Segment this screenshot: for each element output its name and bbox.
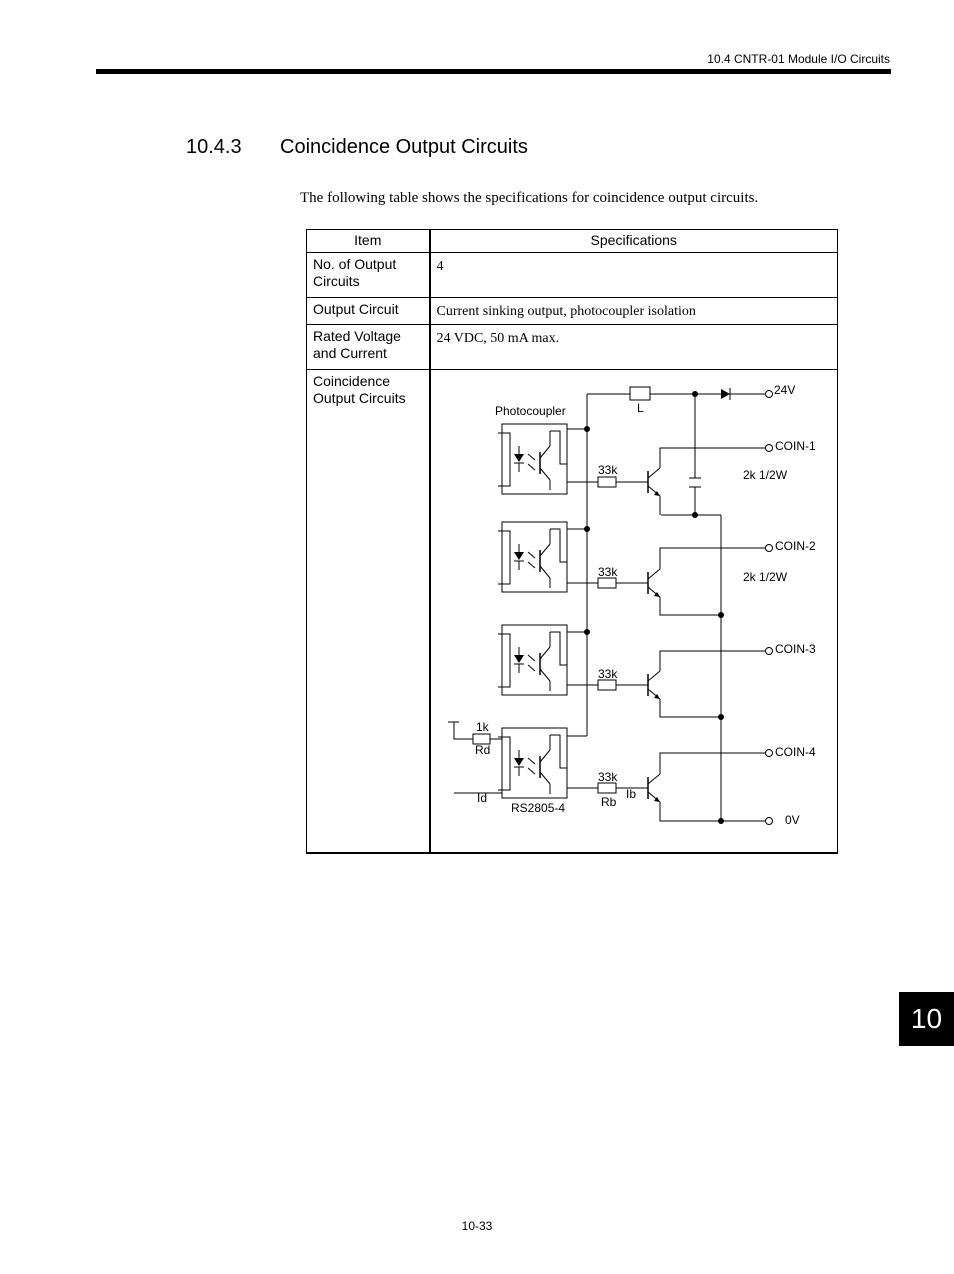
header-item: Item xyxy=(307,230,430,253)
r33k-label-2: 33k xyxy=(597,565,617,579)
table-header-row xyxy=(307,230,838,253)
table-row xyxy=(307,253,838,298)
table-row xyxy=(307,325,838,370)
r33k-label-4: 33k xyxy=(597,770,617,784)
circuit-cell xyxy=(430,370,838,854)
table-row xyxy=(307,298,838,325)
r2k-label-2: 2k 1/2W xyxy=(742,570,787,584)
section-title: Coincidence Output Circuits xyxy=(280,136,528,158)
rb-label: Rb xyxy=(600,795,616,809)
r1k-label: 1k xyxy=(475,720,489,734)
chapter-tab: 10 xyxy=(899,992,954,1046)
coincidence-circuit-diagram xyxy=(431,370,824,846)
running-header: 10.4 CNTR-01 Module I/O Circuits xyxy=(707,52,890,66)
page-number: 10-33 xyxy=(461,1219,493,1233)
photocoupler-label: Photocoupler xyxy=(494,404,566,418)
coin4-label: COIN-4 xyxy=(774,745,816,759)
r33k-label-3: 33k xyxy=(597,667,617,681)
spec-table xyxy=(306,229,838,854)
r2k-label-1: 2k 1/2W xyxy=(742,468,787,482)
table-row xyxy=(307,370,838,854)
row-spec: 24 VDC, 50 mA max. xyxy=(430,325,838,370)
header-rule xyxy=(96,69,891,74)
id-label: Id xyxy=(476,791,487,805)
row-item: No. of Output Circuits xyxy=(307,253,430,298)
zero-v-label: 0V xyxy=(784,813,800,827)
ib-label: Ib xyxy=(625,787,636,801)
coin2-label: COIN-2 xyxy=(774,539,816,553)
intro-text: The following table shows the specifications for coincidence output circuits. xyxy=(300,190,759,206)
row-item: Coincidence Output Circuits xyxy=(307,370,430,854)
row-item: Output Circuit xyxy=(307,298,430,325)
r33k-label-1: 33k xyxy=(597,463,617,477)
coin3-label: COIN-3 xyxy=(774,642,816,656)
rd-label: Rd xyxy=(474,743,490,757)
header-spec: Specifications xyxy=(430,230,838,253)
section-number: 10.4.3 xyxy=(186,136,242,158)
row-item: Rated Voltage and Current xyxy=(307,325,430,370)
load-label: L xyxy=(636,401,644,415)
row-spec: Current sinking output, photocoupler isolation xyxy=(430,298,838,325)
coin1-label: COIN-1 xyxy=(774,439,816,453)
row-spec: 4 xyxy=(430,253,838,298)
rs-part-label: RS2805-4 xyxy=(510,801,565,815)
v24-label: 24V xyxy=(773,383,795,397)
